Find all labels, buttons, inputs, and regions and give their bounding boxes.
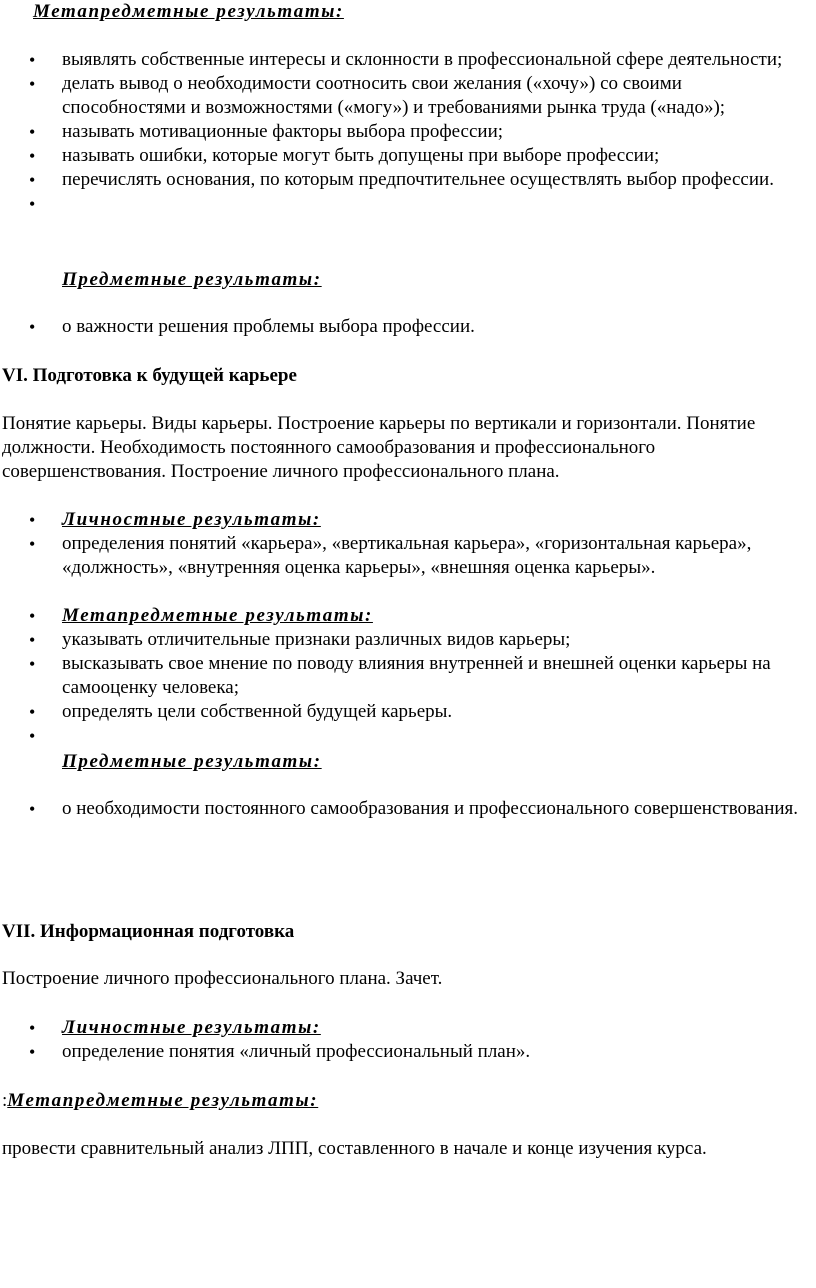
meta-results-list	[0, 48, 816, 216]
personal-results-heading: Личностные результаты:	[62, 1017, 321, 1038]
list-item	[0, 604, 816, 628]
list-item-empty	[0, 724, 816, 748]
list-item: • называть мотивационные факторы выбора профессии;	[0, 120, 816, 144]
list-item-empty	[0, 192, 816, 216]
subject-results-heading: Предметные результаты:	[62, 269, 322, 290]
subject-results-list	[0, 315, 816, 339]
list-item	[0, 1016, 816, 1040]
personal-results-list	[0, 1016, 816, 1064]
personal-results-heading: Личностные результаты:	[62, 509, 321, 530]
list-item: • о важности решения проблемы выбора профессии.	[0, 315, 816, 339]
meta-results-heading: Метапредметные результаты:	[33, 1, 344, 22]
list-item	[0, 508, 816, 532]
subject-heading-block	[0, 268, 816, 292]
meta-results-heading: Метапредметные результаты:	[62, 605, 373, 626]
list-item: • высказывать свое мнение по поводу влияния внутренней и внешней оценки карьеры на самооценку человека;	[0, 652, 816, 700]
list-item: • указывать отличительные признаки различных видов карьеры;	[0, 628, 816, 652]
meta-results-list	[0, 604, 816, 748]
meta-results-heading: Метапредметные результаты:	[7, 1090, 319, 1111]
section-title: VI. Подготовка к будущей карьере	[2, 365, 297, 386]
subject-results-heading: Предметные результаты:	[62, 751, 322, 772]
subject-results-list	[0, 797, 816, 821]
list-item: • о необходимости постоянного самообразования и профессионального совершенствования.	[0, 797, 816, 821]
list-item: • определение понятия «личный профессиональный план».	[0, 1040, 816, 1064]
list-item: • определения понятий «карьера», «вертикальная карьера», «горизонтальная карьера», «должность», «внутренняя оценка карьеры», «внешняя оценка карьеры».	[0, 532, 816, 580]
section-paragraph: Построение личного профессионального плана. Зачет.	[2, 968, 443, 989]
list-item: • определять цели собственной будущей карьеры.	[0, 700, 816, 724]
list-item: • называть ошибки, которые могут быть допущены при выборе профессии;	[0, 144, 816, 168]
list-item: • выявлять собственные интересы и склонности в профессиональной сфере деятельности;	[0, 48, 816, 72]
section-title: VII. Информационная подготовка	[2, 921, 295, 942]
subject-heading-block	[0, 750, 816, 774]
personal-results-list	[0, 508, 816, 580]
meta-heading-block	[0, 1089, 816, 1113]
list-item: • перечислять основания, по которым предпочтительнее осуществлять выбор профессии.	[0, 168, 816, 192]
list-item: • делать вывод о необходимости соотносить свои желания («хочу») со своими способностями и возможностями («могу») и требованиями рынка труда («надо»);	[0, 72, 816, 120]
final-paragraph: провести сравнительный анализ ЛПП, составленного в начале и конце изучения курса.	[2, 1138, 707, 1159]
section-paragraph: Понятие карьеры. Виды карьеры. Построение карьеры по вертикали и горизонтали. Понятие должности. Необходимость постоянного самообразования и профессионального совершенствования. Построение личного профессионального плана.	[2, 413, 756, 482]
meta-prefix: :	[2, 1090, 8, 1111]
meta-heading-block	[0, 0, 816, 24]
